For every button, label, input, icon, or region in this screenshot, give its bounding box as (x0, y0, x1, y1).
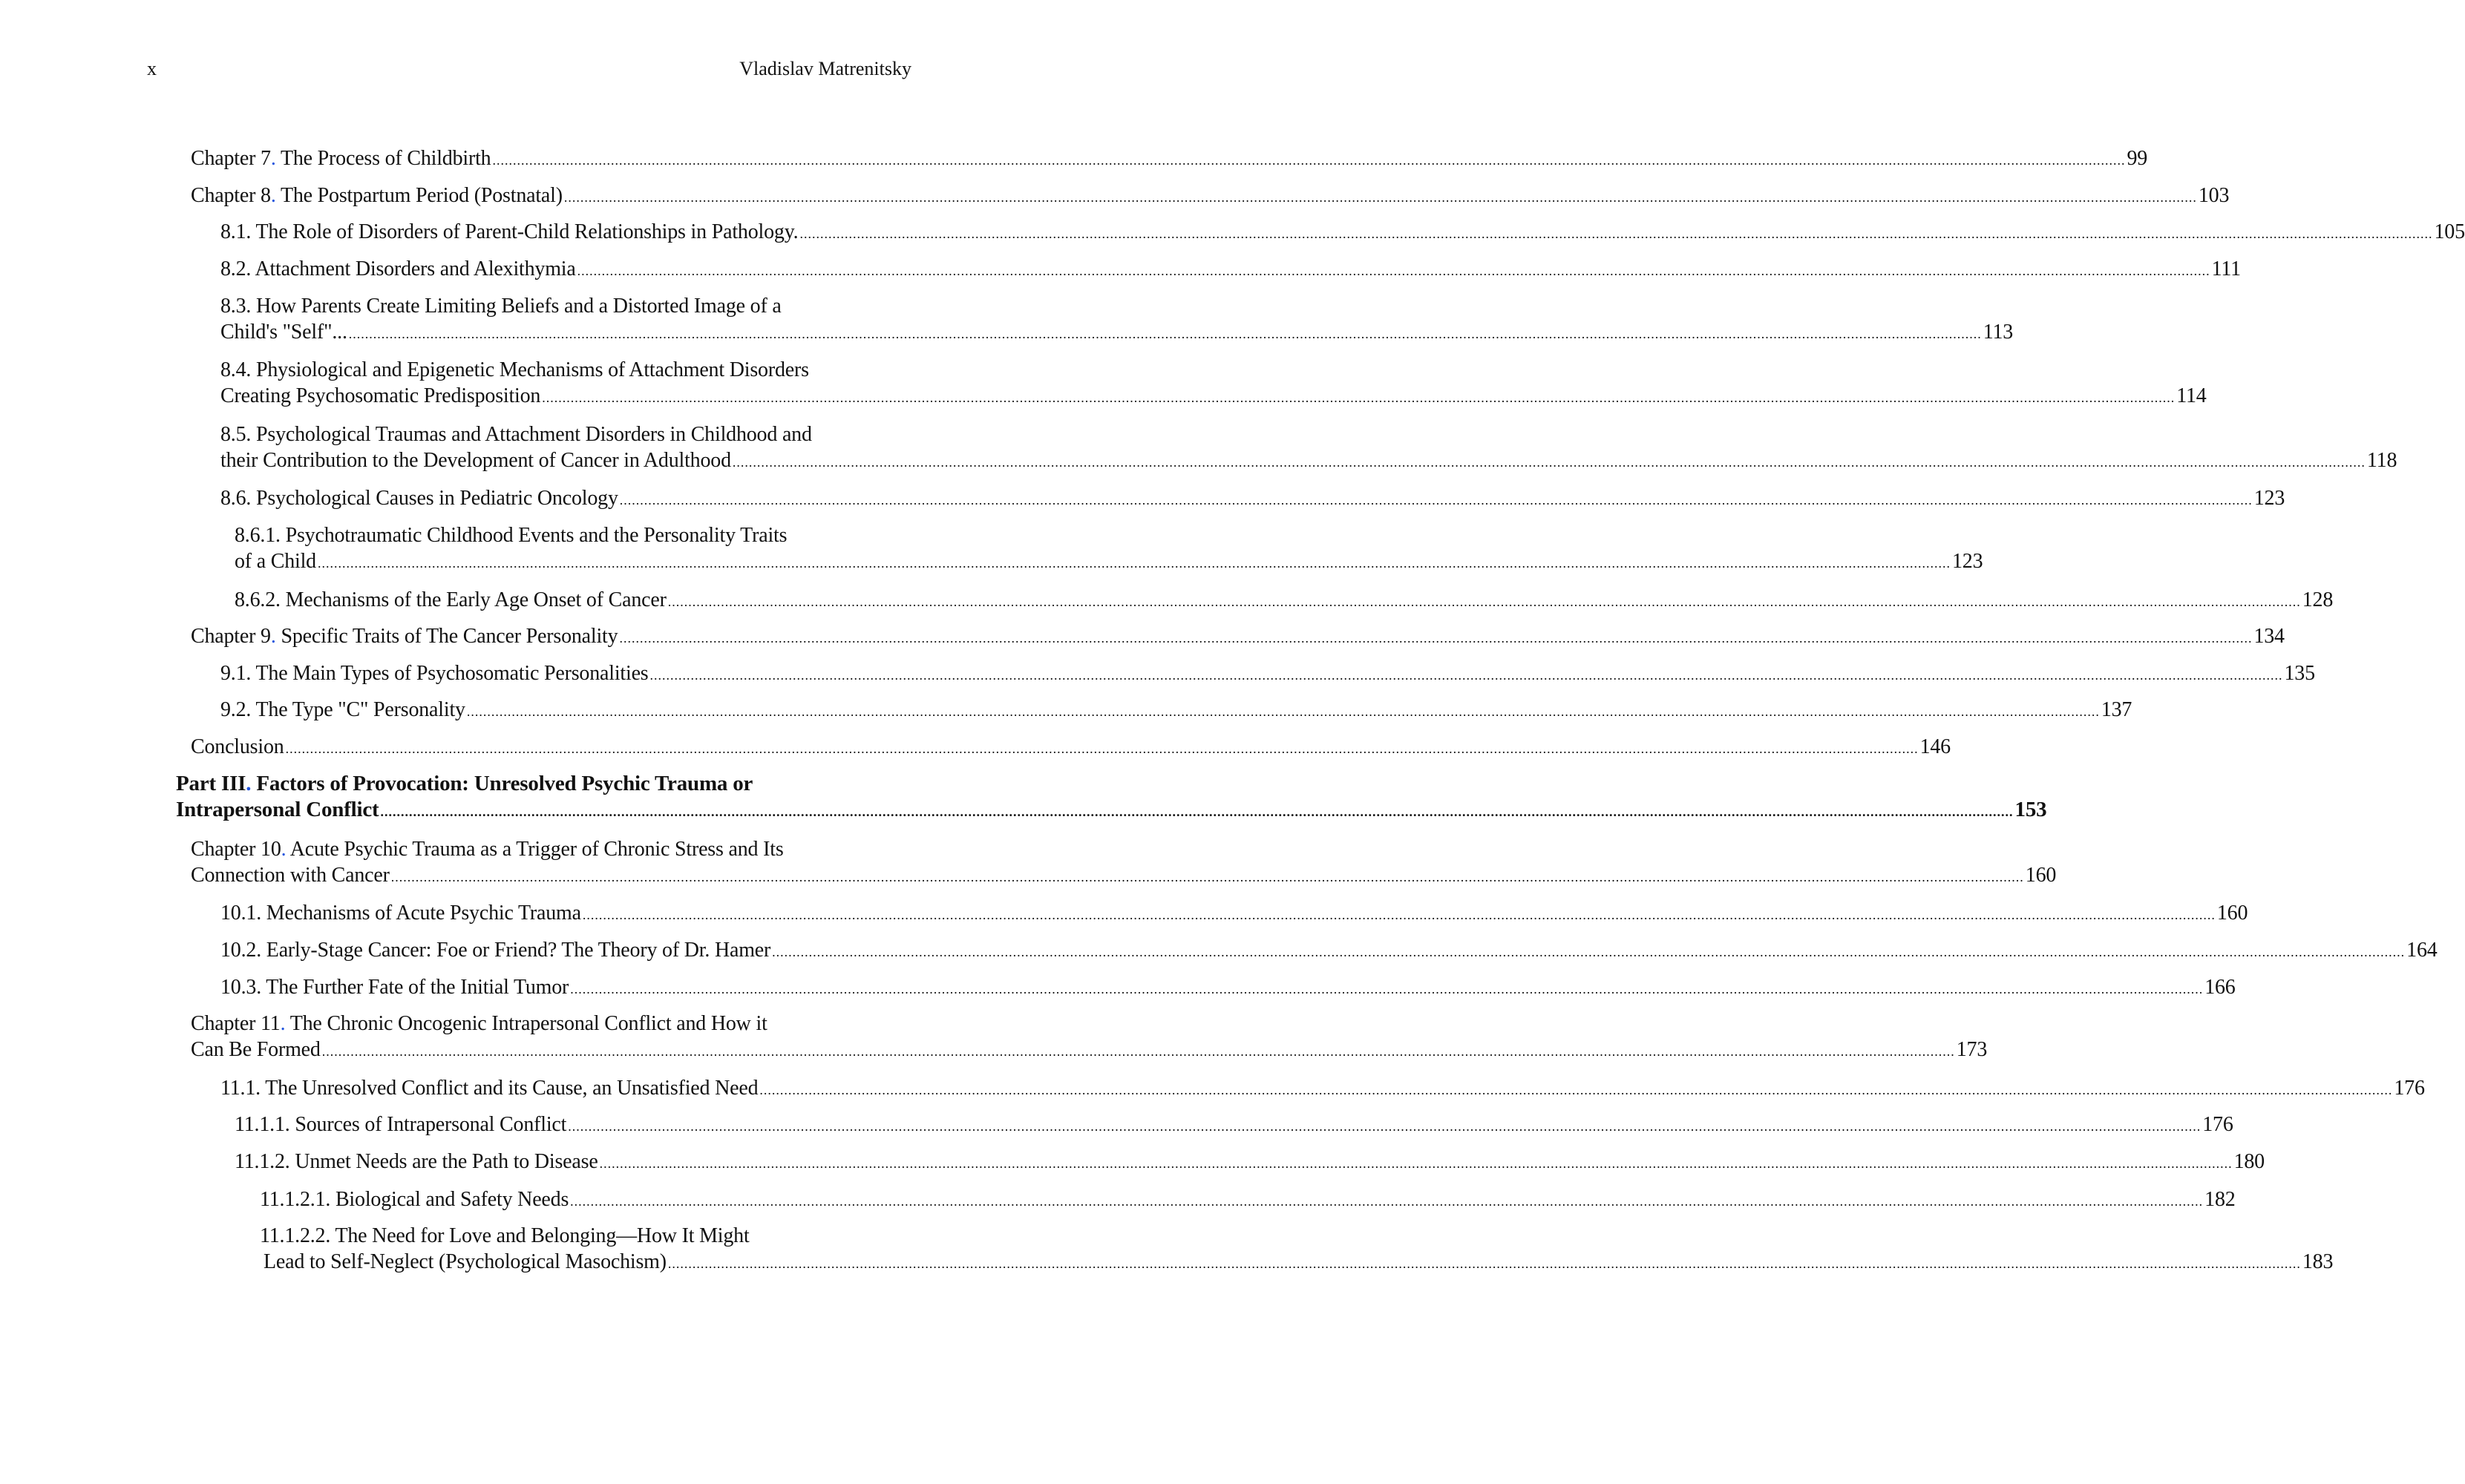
entry-title (220, 447, 731, 473)
entry-title-text: their Contribution to the Development of Cancer in Adulthood (220, 449, 731, 472)
toc-entry[interactable] (220, 293, 2014, 345)
toc-entry-line (220, 293, 903, 319)
dot-leader: ................................................................................................................................................................................................................................................................................................................................................................................................................ (577, 263, 2210, 278)
entry-title (263, 1249, 667, 1275)
toc-entry-final-line (235, 1149, 2265, 1175)
toc-entry-final-line (235, 587, 2334, 613)
toc-entry-final-line (220, 256, 2241, 282)
entry-title (220, 1075, 758, 1101)
entry-title-text: 8.1. The Role of Disorders of Parent-Child Relationships in Pathology. (220, 220, 799, 243)
page-number: 180 (2233, 1150, 2265, 1173)
toc-entry-final-line (263, 1249, 2334, 1275)
entry-title (220, 219, 798, 245)
toc-entry-line (260, 1223, 907, 1249)
page-number: 182 (2204, 1188, 2236, 1211)
toc-entry[interactable] (220, 219, 2465, 245)
entry-title-text: 11.1.1. Sources of Intrapersonal Conflict (235, 1113, 567, 1136)
entry-label: Chapter 11 (191, 1012, 281, 1035)
page-number: 134 (2253, 625, 2285, 648)
entry-title-text: 8.2. Attachment Disorders and Alexithymia (220, 257, 576, 280)
toc-entry[interactable] (220, 1075, 2425, 1101)
entry-label: Chapter 10 (191, 838, 281, 861)
entry-title-text: Specific Traits of The Cancer Personality (275, 625, 618, 648)
toc-entry-final-line (176, 797, 2047, 823)
entry-label: Chapter 7 (191, 147, 271, 170)
page-number-roman: x (147, 58, 157, 79)
toc-entry-final-line (220, 447, 2397, 473)
entry-title-text: 11.1.2. Unmet Needs are the Path to Disease (235, 1150, 598, 1173)
dot-leader: ................................................................................................................................................................................................................................................................................................................................................................................................................ (667, 1256, 2301, 1271)
toc-entry-final-line (220, 660, 2315, 686)
toc-entry-final-line (220, 937, 2438, 963)
entry-title-part: 8.5. Psychological Traumas and Attachment Disorders in Childhood and (220, 423, 812, 446)
toc-entry-final-line (220, 1075, 2425, 1101)
entry-title-part: Factors of Provocation: Unresolved Psychic Trauma or (251, 772, 753, 795)
dot-leader: ................................................................................................................................................................................................................................................................................................................................................................................................................ (732, 455, 2366, 470)
entry-title (220, 319, 347, 345)
entry-title-part: 11.1.2.2. The Need for Love and Belonging—How It Might (260, 1224, 750, 1247)
dot-leader: ................................................................................................................................................................................................................................................................................................................................................................................................................ (582, 907, 2216, 922)
toc-entry-final-line (191, 1037, 1988, 1063)
accent-dot: . (270, 147, 276, 170)
entry-title-part: 8.4. Physiological and Epigenetic Mechanisms of Attachment Disorders (220, 358, 809, 381)
entry-title (176, 797, 379, 823)
page-number: 99 (2127, 147, 2148, 170)
toc-entry-final-line (235, 1112, 2233, 1137)
entry-title-text: 10.3. The Further Fate of the Initial Tumor (220, 976, 569, 999)
entry-title (235, 1112, 566, 1137)
entry-title (235, 587, 667, 613)
entry-title-part: The Chronic Oncogenic Intrapersonal Conflict and How it (285, 1012, 767, 1035)
dot-leader: ................................................................................................................................................................................................................................................................................................................................................................................................................ (563, 190, 2197, 205)
page-number: 176 (2202, 1113, 2233, 1136)
entry-title-text: 11.1. The Unresolved Conflict and its Cause, an Unsatisfied Need (220, 1077, 759, 1100)
toc-entry-final-line (220, 219, 2465, 245)
entry-title-text: 9.2. The Type "C" Personality (220, 698, 465, 721)
toc-entry-final-line (260, 1186, 2236, 1212)
dot-leader: ................................................................................................................................................................................................................................................................................................................................................................................................................ (570, 982, 2204, 997)
toc-entry-final-line (220, 485, 2285, 511)
entry-title (235, 548, 316, 574)
toc-entry-final-line (191, 862, 2057, 888)
entry-title-text: Conclusion (191, 735, 284, 758)
page-number: 105 (2434, 220, 2465, 243)
toc-entry[interactable] (220, 485, 2285, 511)
entry-title (220, 900, 581, 926)
dot-leader: ................................................................................................................................................................................................................................................................................................................................................................................................................ (667, 594, 2301, 609)
dot-leader: ................................................................................................................................................................................................................................................................................................................................................................................................................ (570, 1194, 2204, 1209)
dot-leader: ................................................................................................................................................................................................................................................................................................................................................................................................................ (649, 668, 2283, 683)
toc-entry[interactable] (176, 771, 2047, 823)
dot-leader: ................................................................................................................................................................................................................................................................................................................................................................................................................ (759, 1083, 2393, 1097)
entry-title (220, 383, 540, 409)
page-number: 123 (1952, 550, 1983, 573)
entry-title-text: Lead to Self-Neglect (Psychological Masochism) (263, 1250, 667, 1273)
page-number: 123 (2253, 487, 2285, 510)
entry-title (220, 697, 465, 723)
page-number: 164 (2406, 939, 2438, 962)
entry-label: Chapter 8 (191, 184, 271, 207)
page-number: 135 (2284, 662, 2315, 685)
entry-title (191, 862, 390, 888)
dot-leader: ................................................................................................................................................................................................................................................................................................................................................................................................................ (799, 226, 2433, 241)
entry-title (220, 937, 770, 963)
toc-entry-final-line (191, 183, 2230, 209)
toc-entry[interactable] (260, 1223, 2334, 1275)
entry-label: Chapter 9 (191, 625, 271, 648)
entry-title (220, 974, 569, 1000)
entry-title (191, 145, 491, 171)
page-number: 114 (2176, 384, 2207, 407)
entry-title (191, 1037, 321, 1063)
toc-entry-final-line (235, 548, 1983, 574)
dot-leader: ................................................................................................................................................................................................................................................................................................................................................................................................................ (492, 153, 2126, 168)
entry-title-text: The Process of Childbirth (275, 147, 491, 170)
toc-entry-final-line (220, 974, 2236, 1000)
entry-title-part: 8.6.1. Psychotraumatic Childhood Events and the Personality Traits (235, 524, 788, 547)
entry-title-part: 8.3. How Parents Create Limiting Beliefs and a Distorted Image of a (220, 295, 782, 318)
accent-dot: . (270, 625, 276, 648)
accent-dot: . (246, 772, 252, 795)
entry-title (220, 485, 618, 511)
entry-title (235, 1149, 598, 1175)
page-number: 173 (1956, 1038, 1988, 1061)
page-number: 128 (2302, 588, 2334, 611)
toc-entry[interactable] (191, 623, 2285, 649)
dot-leader: ................................................................................................................................................................................................................................................................................................................................................................................................................ (619, 493, 2253, 508)
toc-entry[interactable] (220, 900, 2248, 926)
toc-entry-final-line (220, 383, 2207, 409)
entry-title-text: Child's "Self"... (220, 321, 347, 344)
toc-entry[interactable] (260, 1186, 2236, 1212)
toc-entry-line (191, 1011, 903, 1037)
page-number: 146 (1919, 735, 1951, 758)
entry-title-text: 8.6. Psychological Causes in Pediatric Oncology (220, 487, 618, 510)
toc-entry[interactable] (235, 522, 1983, 574)
entry-title-text: 9.1. The Main Types of Psychosomatic Personalities (220, 662, 649, 685)
toc-entry[interactable] (235, 1149, 2265, 1175)
entry-title (260, 1186, 569, 1212)
toc-entry[interactable] (220, 974, 2236, 1000)
toc-entry-line (220, 357, 903, 383)
toc-entry[interactable] (191, 836, 2057, 888)
running-header (147, 58, 911, 85)
toc-entry[interactable] (220, 660, 2315, 686)
page-number: 137 (2101, 698, 2132, 721)
dot-leader: ................................................................................................................................................................................................................................................................................................................................................................................................................ (466, 704, 2100, 719)
dot-leader: ................................................................................................................................................................................................................................................................................................................................................................................................................ (568, 1119, 2202, 1134)
toc-entry[interactable] (191, 145, 2148, 171)
accent-dot: . (270, 184, 276, 207)
page-number: 113 (1983, 321, 2014, 344)
entry-title-text: Creating Psychosomatic Predisposition (220, 384, 541, 407)
dot-leader: ................................................................................................................................................................................................................................................................................................................................................................................................................ (380, 804, 2014, 819)
entry-title (191, 183, 563, 209)
toc-entry-line (176, 771, 903, 797)
entry-title-text: 8.6.2. Mechanisms of the Early Age Onset of Cancer (235, 588, 667, 611)
entry-title-text: Can Be Formed (191, 1038, 321, 1061)
page-number: 176 (2394, 1077, 2425, 1100)
toc-entry[interactable] (220, 421, 2397, 473)
dot-leader: ................................................................................................................................................................................................................................................................................................................................................................................................................ (321, 1044, 1955, 1059)
dot-leader: ................................................................................................................................................................................................................................................................................................................................................................................................................ (619, 631, 2253, 646)
entry-title-text: Intrapersonal Conflict (176, 798, 379, 821)
dot-leader: ................................................................................................................................................................................................................................................................................................................................................................................................................ (285, 741, 1919, 756)
entry-title (220, 660, 649, 686)
toc-entry-line (191, 836, 903, 862)
entry-title (191, 734, 284, 760)
toc-entry-final-line (191, 734, 1951, 760)
toc-entry[interactable] (220, 937, 2438, 963)
toc-entry[interactable] (220, 357, 2207, 409)
toc-entry[interactable] (220, 697, 2132, 723)
toc-entry-line (220, 421, 903, 447)
entry-title-text: of a Child (235, 550, 316, 573)
entry-title-text: 10.2. Early-Stage Cancer: Foe or Friend? The Theory of Dr. Hamer (220, 939, 771, 962)
toc-entry[interactable] (220, 256, 2241, 282)
page-number: 103 (2198, 184, 2230, 207)
entry-label: Part III (176, 772, 246, 795)
accent-dot: . (280, 1012, 286, 1035)
dot-leader: ................................................................................................................................................................................................................................................................................................................................................................................................................ (599, 1156, 2233, 1171)
accent-dot: . (281, 838, 287, 861)
toc-entry-final-line (220, 697, 2132, 723)
entry-title-text: 11.1.2.1. Biological and Safety Needs (260, 1188, 569, 1211)
author-name: Vladislav Matrenitsky (739, 58, 911, 79)
dot-leader: ................................................................................................................................................................................................................................................................................................................................................................................................................ (348, 326, 1982, 341)
toc-entry-line (235, 522, 903, 548)
toc-entry-final-line (220, 900, 2248, 926)
entry-title (191, 623, 618, 649)
entry-title-text: 10.1. Mechanisms of Acute Psychic Trauma (220, 902, 581, 925)
page-number: 111 (2211, 257, 2241, 280)
page-number: 166 (2204, 976, 2236, 999)
entry-title-text: Connection with Cancer (191, 864, 390, 887)
page-number: 118 (2366, 449, 2397, 472)
page-number: 160 (2025, 864, 2057, 887)
dot-leader: ................................................................................................................................................................................................................................................................................................................................................................................................................ (542, 390, 2176, 405)
page-number: 183 (2302, 1250, 2334, 1273)
toc-entry[interactable] (191, 183, 2230, 209)
page-number: 160 (2216, 902, 2248, 925)
toc-entry[interactable] (235, 587, 2334, 613)
dot-leader: ................................................................................................................................................................................................................................................................................................................................................................................................................ (318, 556, 1951, 571)
entry-title-text: The Postpartum Period (Postnatal) (275, 184, 563, 207)
toc-entry[interactable] (191, 1011, 1988, 1063)
entry-title (220, 256, 576, 282)
entry-title-part: Acute Psychic Trauma as a Trigger of Chronic Stress and Its (286, 838, 784, 861)
toc-entry-final-line (191, 145, 2148, 171)
dot-leader: ................................................................................................................................................................................................................................................................................................................................................................................................................ (390, 870, 2024, 884)
page-number: 153 (2014, 798, 2047, 821)
toc-entry-final-line (220, 319, 2014, 345)
dot-leader: ................................................................................................................................................................................................................................................................................................................................................................................................................ (772, 945, 2406, 959)
toc-entry[interactable] (235, 1112, 2233, 1137)
toc-entry-final-line (191, 623, 2285, 649)
toc-entry[interactable] (191, 734, 1951, 760)
